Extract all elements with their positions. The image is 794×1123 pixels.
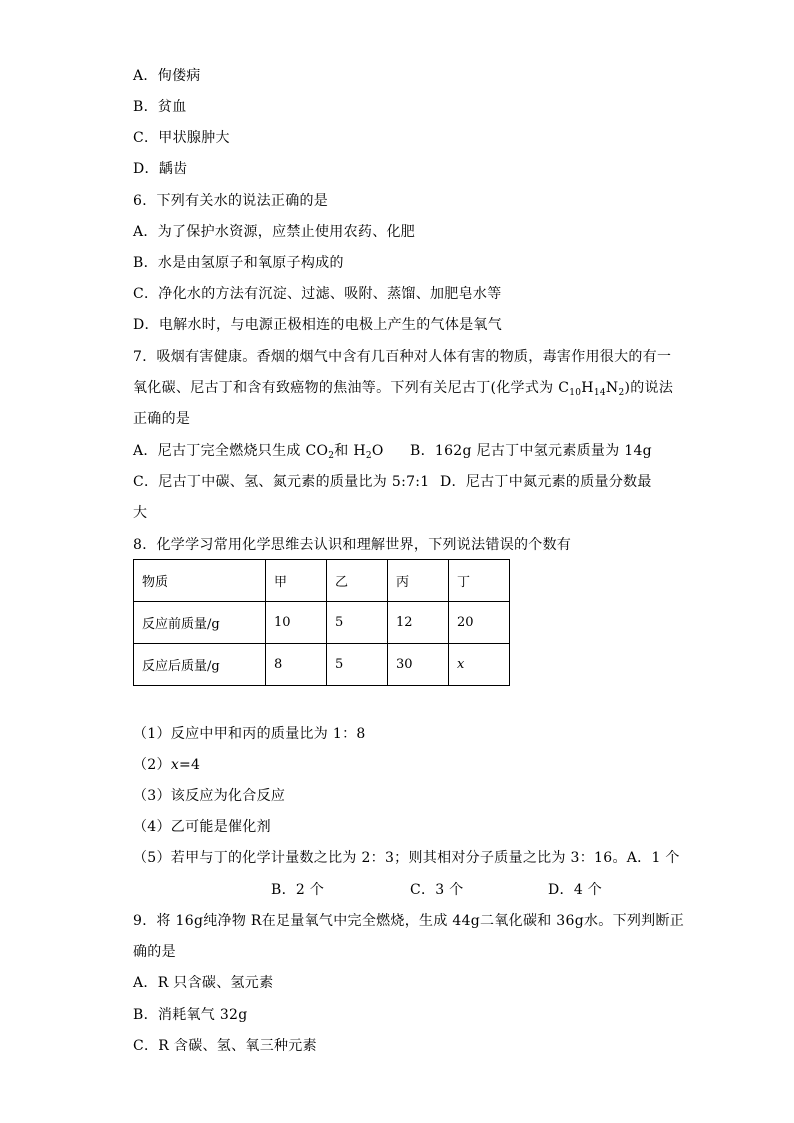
formula-subscript: 2 (328, 451, 335, 461)
q9-option-c: C．R 含碳、氢、氧三种元素 (133, 1038, 317, 1054)
q6-stem: 6．下列有关水的说法正确的是 (133, 193, 329, 209)
q8-option-b: B．2 个 (271, 882, 325, 898)
q6-option-c: C．净化水的方法有沉淀、过滤、吸附、蒸馏、加肥皂水等 (133, 286, 502, 302)
table-cell: 12 (388, 602, 449, 644)
table-header-cell: 物质 (134, 560, 266, 602)
q6-option-a: A．为了保护水资源，应禁止使用农药、化肥 (133, 224, 416, 240)
q9-stem-line1: 9．将 16g纯净物 R在足量氧气中完全燃烧，生成 44g二氧化碳和 36g水。下列判断正 (133, 913, 685, 929)
q7-option-a (133, 443, 384, 459)
q8-statement-5: （5）若甲与丁的化学计量数之比为 2：3；则其相对分子质量之比为 3：16。A．1 个 (133, 850, 680, 866)
q7-stem-line3: 正确的是 (133, 411, 191, 427)
q7-stem-text: 氧化碳、尼古丁和含有致癌物的焦油等。下列有关尼古丁(化学式为 C (133, 380, 570, 396)
q7-option-b: B．162g 尼古丁中氢元素质量为 14g (410, 443, 652, 459)
mass-table (133, 559, 510, 686)
q7-stem-line2 (133, 378, 673, 398)
table-row (134, 602, 510, 644)
q8-statement-2-text: =4 (179, 757, 201, 773)
q9-option-a: A．R 只含碳、氢元素 (133, 975, 274, 991)
q8-variable: x (170, 757, 180, 773)
q8-statement-1: （1）反应中甲和丙的质量比为 1：8 (133, 726, 366, 742)
q7-option-d: D．尼古丁中氮元素的质量分数最 (440, 474, 652, 490)
table-header-cell: 丙 (388, 560, 449, 602)
q8-option-d: D．4 个 (548, 882, 603, 898)
q9-stem-line2: 确的是 (133, 944, 176, 960)
q6-option-d: D．电解水时，与电源正极相连的电极上产生的气体是氧气 (133, 317, 503, 333)
q7-option-d-cont: 大 (133, 505, 148, 521)
q7-options-row1 (133, 441, 733, 461)
table-cell: 5 (327, 602, 388, 644)
table-cell: 30 (388, 644, 449, 686)
table-row (134, 644, 510, 686)
q9-option-b: B．消耗氧气 32g (133, 1007, 248, 1023)
table-cell-variable: x (449, 644, 510, 686)
table-header-row (134, 560, 510, 602)
q7-options-row2 (133, 472, 733, 492)
table-header-cell: 甲 (266, 560, 327, 602)
table-cell: 反应后质量/g (134, 644, 266, 686)
table-cell: 5 (327, 644, 388, 686)
table-cell: 10 (266, 602, 327, 644)
table-header-cell: 乙 (327, 560, 388, 602)
formula-subscript: 2 (618, 388, 625, 398)
q8-statement-3: （3）该反应为化合反应 (133, 788, 286, 804)
q5-option-c: C．甲状腺肿大 (133, 130, 230, 146)
q8-statement-2-num: （2） (133, 757, 171, 773)
q8-statement-2 (133, 755, 200, 775)
table-header-cell: 丁 (449, 560, 510, 602)
q8-option-c: C．3 个 (410, 882, 464, 898)
q6-option-b: B．水是由氢原子和氧原子构成的 (133, 255, 344, 271)
q7-option-a-text: A．尼古丁完全燃烧只生成 CO (133, 443, 329, 459)
q8-stem: 8．化学学习常用化学思维去认识和理解世界，下列说法错误的个数有 (133, 537, 572, 553)
formula-subscript: 14 (593, 388, 606, 398)
q7-stem-line1: 7．吸烟有害健康。香烟的烟气中含有几百种对人体有害的物质，毒害作用很大的有一 (133, 349, 672, 365)
q7-option-c: C．尼古丁中碳、氢、氮元素的质量比为 5:7:1 (133, 474, 430, 490)
formula-element: H (581, 380, 594, 396)
q5-option-b: B．贫血 (133, 99, 187, 115)
q5-option-a: A．佝偻病 (133, 68, 201, 84)
table-cell: 20 (449, 602, 510, 644)
formula-subscript: 2 (365, 451, 372, 461)
q7-option-a-text: 和 H (334, 443, 366, 459)
q7-option-a-text: O (371, 443, 384, 459)
q5-option-d: D．龋齿 (133, 161, 188, 177)
formula-subscript: 10 (569, 388, 582, 398)
q8-statement-4: （4）乙可能是催化剂 (133, 819, 271, 835)
table-cell: 8 (266, 644, 327, 686)
formula-element: N (605, 380, 619, 396)
q7-stem-text: )的说法 (624, 380, 674, 396)
table-cell: 反应前质量/g (134, 602, 266, 644)
